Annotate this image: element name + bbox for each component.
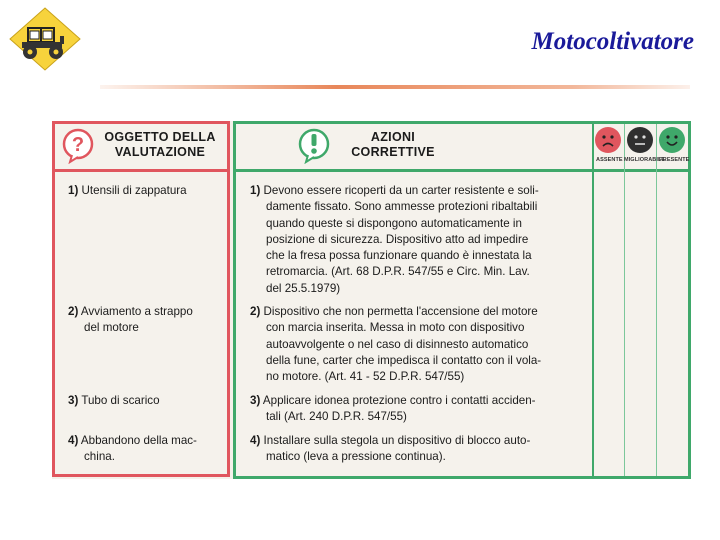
object-text: del motore (84, 321, 139, 335)
row-number: 4) (68, 434, 79, 447)
action-text: matico (leva a pressione continua). (266, 450, 446, 464)
row-number: 3) (68, 394, 79, 407)
left-header-rule (52, 169, 230, 172)
row-number: 1) (250, 184, 261, 197)
object-text: Tubo di scarico (81, 394, 160, 407)
action-text: della fune, carter che impedisca il contatto con il vola- (266, 353, 542, 367)
action-cell (250, 183, 578, 297)
action-cell (250, 393, 578, 426)
title-divider (100, 85, 690, 89)
left-header-line: VALUTAZIONE (114, 145, 206, 159)
tractor-logo (8, 6, 82, 72)
row-number: 2) (250, 305, 261, 318)
right-header-line: AZIONI (370, 130, 416, 144)
tractor-icon (8, 6, 82, 72)
status-column-divider (624, 124, 625, 476)
left-header-line: OGGETTO DELLA (104, 130, 216, 144)
action-text: con marcia inserita. Messa in moto con dispositivo (266, 321, 525, 335)
action-text: Installare sulla stegola un dispositivo di blocco auto- (263, 434, 531, 447)
action-text: retromarcia. (Art. 68 D.P.R. 547/55 e Circ. Min. Lav. (266, 265, 530, 279)
action-text: Devono essere ricoperti da un carter resistente e soli- (263, 184, 539, 197)
action-text: che la fresa possa funzionare quando è innestata la (266, 249, 532, 263)
happy-face-icon (659, 127, 685, 153)
status-label-improvable: MIGLIORABILE (624, 157, 666, 163)
object-cell (68, 433, 224, 466)
object-text: Avviamento a strappo (80, 305, 193, 318)
object-text: Abbandono della mac- (80, 434, 197, 447)
evaluation-object-column (52, 121, 230, 477)
right-header-title (348, 130, 438, 160)
sad-face-icon (595, 127, 621, 153)
action-text: posizione di sicurezza. Dispositivo atto ad impedire (266, 232, 529, 246)
action-text: no motore. (Art. 41 - 52 D.P.R. 547/55) (266, 370, 465, 384)
action-text: tali (Art. 240 D.P.R. 547/55) (266, 410, 407, 424)
svg-text:?: ? (71, 134, 85, 156)
neutral-face-icon (627, 127, 653, 153)
left-header-title (96, 130, 224, 160)
action-text: quando queste si dispongono automaticamente in (266, 216, 522, 230)
object-cell (68, 304, 224, 337)
object-cell (68, 393, 224, 409)
status-label-present: PRESENTE (659, 157, 690, 163)
object-text: Utensili di zappatura (81, 184, 187, 197)
status-column-divider (592, 124, 594, 476)
object-text: china. (84, 450, 115, 464)
status-label-absent: ASSENTE (596, 157, 623, 163)
exclamation-icon (296, 128, 332, 169)
action-text: Applicare idonea protezione contro i contatti acciden- (262, 394, 536, 407)
action-text: autoavvolgente o nel caso di disinnesto automatico (266, 337, 529, 351)
action-cell (250, 433, 578, 466)
row-number: 3) (250, 394, 261, 407)
row-number: 2) (68, 305, 79, 318)
row-number: 1) (68, 184, 79, 197)
action-text: del 25.5.1979) (266, 281, 341, 295)
action-cell (250, 304, 578, 385)
right-header-rule (233, 169, 691, 172)
question-icon (60, 128, 96, 169)
right-header-line: CORRETTIVE (351, 145, 435, 159)
object-cell (68, 183, 224, 199)
page-title: Motocoltivatore (531, 28, 694, 55)
row-number: 4) (250, 434, 261, 447)
action-text: Dispositivo che non permetta l'accensione del motore (263, 305, 538, 318)
status-column-divider (656, 124, 657, 476)
action-text: damente fissato. Sono ammesse protezioni ribaltabili (266, 200, 538, 214)
